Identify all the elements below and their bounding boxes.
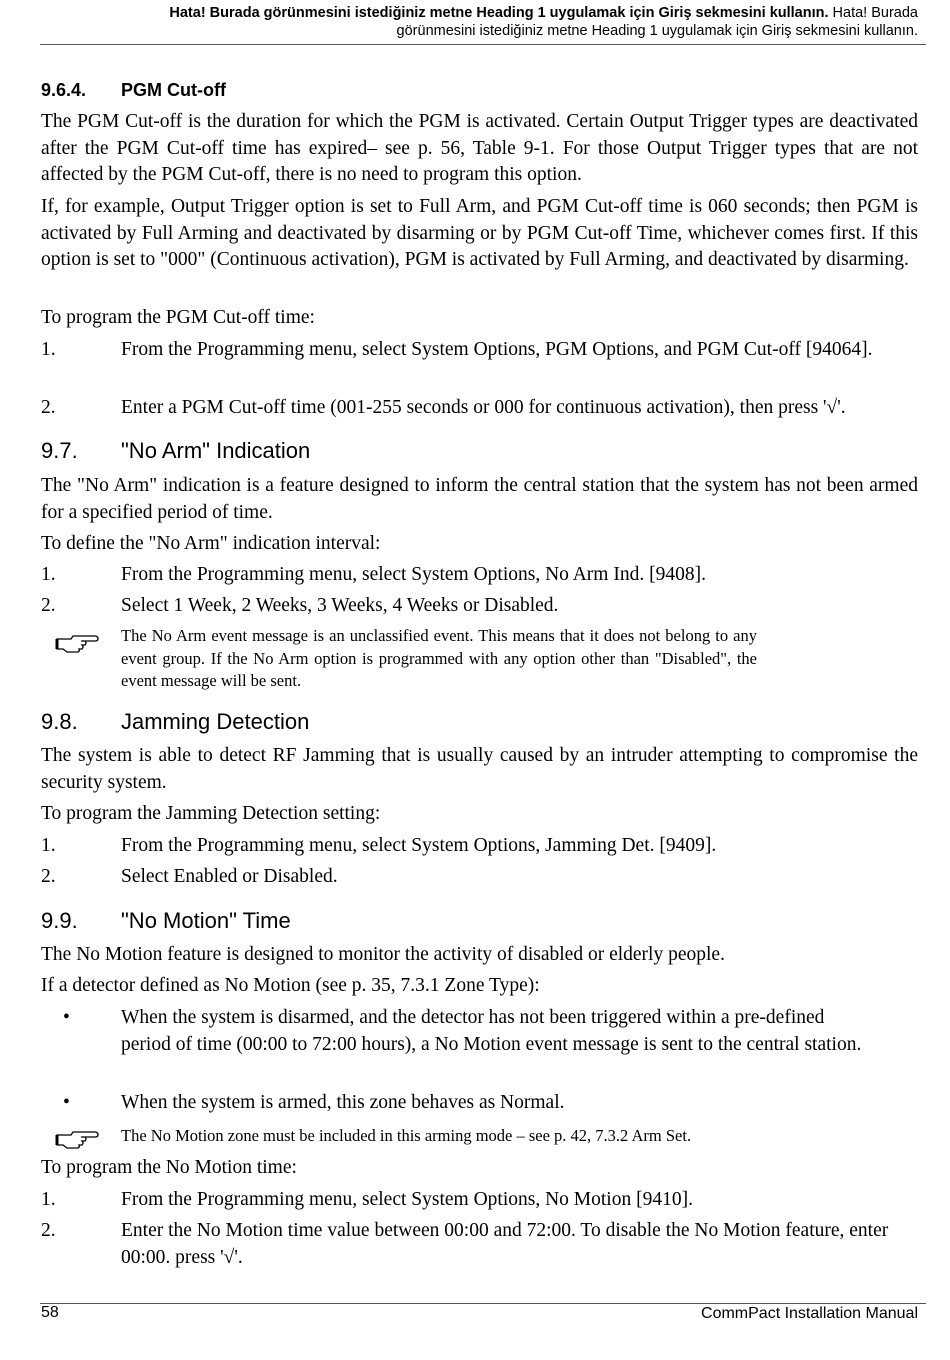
section-title: Jamming Detection [121,709,310,734]
bullet-marker: • [63,1092,70,1113]
note-text: The No Motion zone must be included in this arming mode – see p. 42, 7.3.2 Arm Set. [121,1126,692,1145]
header-error-bold: Hata! Burada görünmesini istediğiniz metne Heading 1 uygulamak için Giriş sekmesini kullanın. [169,5,829,21]
bullet-marker: • [63,1007,70,1028]
page-number: 58 [41,1304,59,1321]
step-text: Select 1 Week, 2 Weeks, 3 Weeks, 4 Weeks or Disabled. [121,595,559,616]
paragraph: To define the "No Arm" indication interval: [41,533,381,554]
footer-title: CommPact Installation Manual [701,1305,918,1322]
header-error-regular: Hata! Burada [832,5,918,21]
section-number: 9.9. [41,908,78,933]
paragraph: If a detector defined as No Motion (see p. 35, 7.3.1 Zone Type): [41,975,540,996]
paragraph: The No Motion feature is designed to monitor the activity of disabled or elderly people. [41,944,725,965]
header-divider [40,44,926,45]
pgm-cutoff-intro [41,305,918,332]
jamming-description [41,743,918,796]
step-number: 1. [41,1189,56,1210]
section-title: "No Arm" Indication [121,438,311,463]
paragraph: To program the No Motion time: [41,1157,297,1178]
paragraph: If, for example, Output Trigger option is set to Full Arm, and PGM Cut-off time is 060 seconds; then PGM is activated by Full Arming and deactivated by disarming or by PGM Cut-off Time, whichever comes first. If this option is set to "000" (Continuous activation), PGM is activated by Full Arming, and deactivated by disarming. [41,196,918,270]
step-number: 2. [41,595,56,616]
step-number: 2. [41,866,56,887]
section-number: 9.7. [41,438,78,463]
header-error-line2: görünmesini istediğiniz metne Heading 1 uygulamak için Giriş sekmesini kullanın. [396,23,918,39]
no-arm-description [41,473,918,526]
section-title: PGM Cut-off [121,80,226,100]
step-text: From the Programming menu, select System Options, Jamming Det. [9409]. [121,835,717,856]
section-title: "No Motion" Time [121,908,291,933]
note-text: The No Arm event message is an unclassified event. This means that it does not belong to any event group. If the No Arm option is programmed with any option other than "Disabled", the event message will be sent. [121,626,757,690]
paragraph: To program the Jamming Detection setting: [41,803,381,824]
paragraph: The system is able to detect RF Jamming that is usually caused by an intruder attempting to compromise the security system. [41,745,918,793]
pgm-cutoff-description [41,109,918,189]
step-text: Enter the No Motion time value between 00:00 and 72:00. To disable the No Motion feature, enter 00:00. press '√'. [121,1220,889,1268]
no-motion-intro [41,1155,918,1182]
paragraph: The PGM Cut-off is the duration for which the PGM is activated. Certain Output Trigger types are deactivated after the PGM Cut-off time has expired– see p. 56, Table 9-1. For those Output Trigger types that are not affected by the PGM Cut-off, there is no need to program this option. [41,111,918,185]
step-number: 1. [41,339,56,360]
paragraph: To program the PGM Cut-off time: [41,307,315,328]
bullet-text: When the system is armed, this zone behaves as Normal. [121,1092,565,1113]
pointing-hand-icon [55,631,99,653]
no-motion-description [41,942,918,969]
section-number: 9.6.4. [41,80,87,100]
step-number: 1. [41,835,56,856]
bullet-text: When the system is disarmed, and the detector has not been triggered within a pre-defined period of time (00:00 to 72:00 hours), a No Motion event message is sent to the central station. [121,1007,862,1055]
running-header [40,4,918,40]
no-motion-condition [41,973,918,1000]
pointing-hand-icon [55,1127,99,1149]
no-arm-intro [41,531,918,558]
step-text: From the Programming menu, select System Options, No Arm Ind. [9408]. [121,564,706,585]
section-number: 9.8. [41,709,78,734]
jamming-intro [41,801,918,828]
step-number: 2. [41,397,56,418]
step-text: Select Enabled or Disabled. [121,866,338,887]
paragraph: The "No Arm" indication is a feature designed to inform the central station that the system has not been armed for a specified period of time. [41,475,918,523]
step-text: Enter a PGM Cut-off time (001-255 seconds or 000 for continuous activation), then press '√'. [121,397,846,418]
step-text: From the Programming menu, select System Options, PGM Options, and PGM Cut-off [94064]. [121,339,873,360]
pgm-cutoff-example [41,194,918,274]
step-number: 2. [41,1220,56,1241]
footer-divider [40,1303,926,1304]
step-number: 1. [41,564,56,585]
step-text: From the Programming menu, select System Options, No Motion [9410]. [121,1189,693,1210]
